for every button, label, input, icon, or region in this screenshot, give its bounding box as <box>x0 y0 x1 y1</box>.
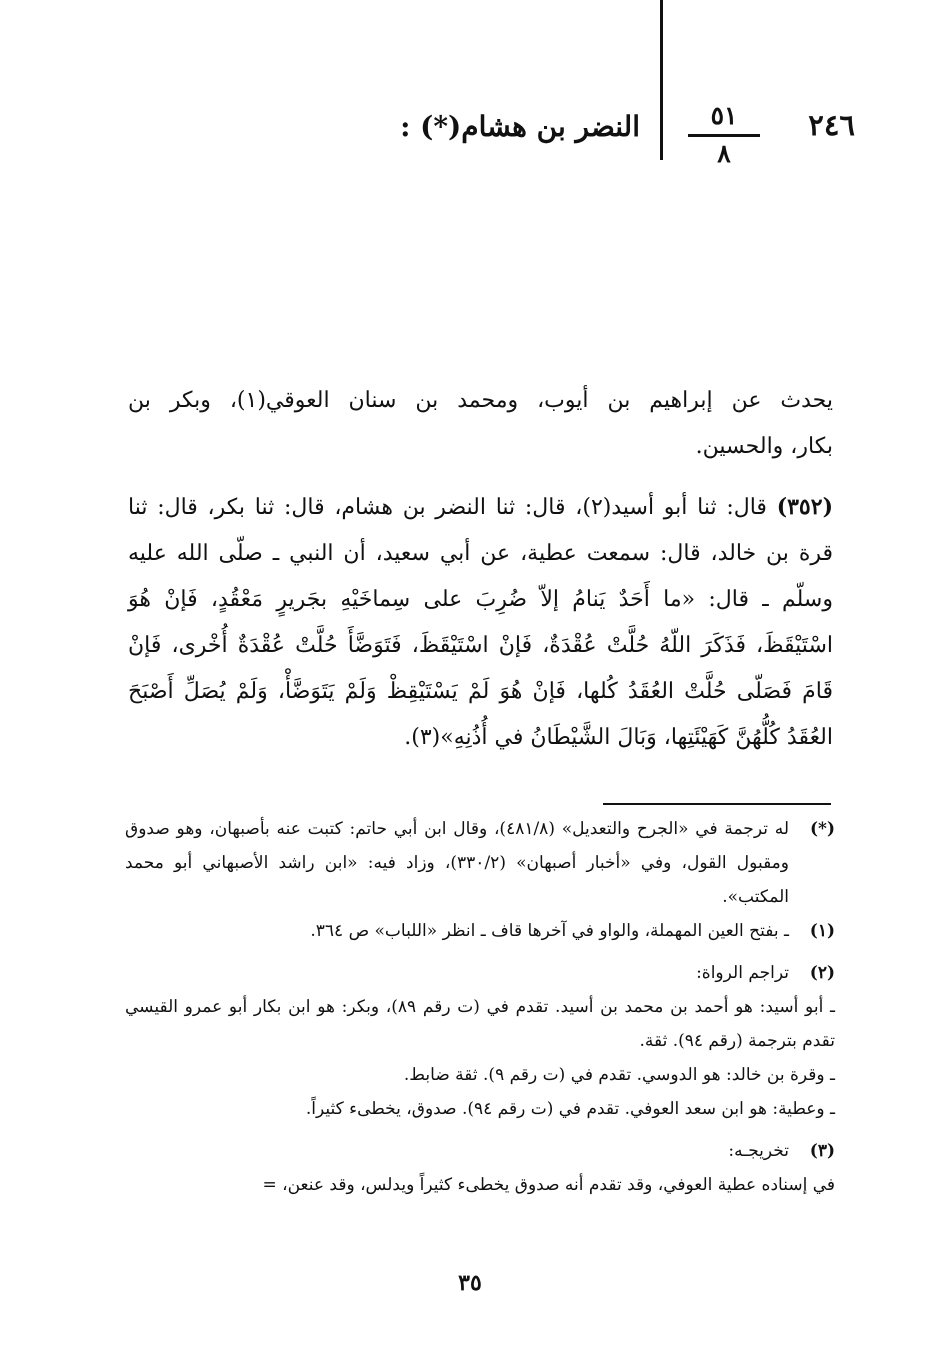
hadith-paragraph <box>128 484 833 761</box>
footnote-3-body: في إسناده عطية العوفي، وقد تقدم أنه صدوق يخطىء كثيراً ويدلس، وقد عنعن، = <box>262 1175 835 1195</box>
entry-number: ٢٤٦ <box>808 108 855 142</box>
header-vertical-rule <box>660 0 663 160</box>
fraction-bar <box>688 134 760 137</box>
footnote-heading: تخريجـه: <box>728 1141 789 1161</box>
footnote-marker: (٢) <box>809 963 835 983</box>
fraction-numerator: ٥١ <box>710 101 738 130</box>
footnote-2-lines <box>125 990 835 1126</box>
entry-title: النضر بن هشام(*) : <box>400 110 640 143</box>
fraction-denominator: ٨ <box>717 139 731 168</box>
footnotes <box>125 812 835 1202</box>
narrator-qurra: ـ وقرة بن خالد: هو الدوسي. تقدم في (ت رقم ٩). ثقة ضابط. <box>403 1065 835 1085</box>
footnote-3-lines <box>125 1168 835 1202</box>
intro-line-1: يحدث عن إبراهيم بن أيوب، ومحمد بن سنان العوقي(١)، وبكر بن <box>128 388 834 413</box>
footnote-marker: (٣) <box>809 1141 835 1161</box>
intro-line-2: بكار، والحسين. <box>695 434 833 459</box>
footnote-heading: تراجم الرواة: <box>696 963 789 983</box>
footnote-3 <box>125 1134 835 1168</box>
hadith-body <box>128 484 833 761</box>
footnote-marker: (١) <box>809 921 835 941</box>
footnote-text: ـ بفتح العين المهملة، والواو في آخرها قاف ـ انظر «اللباب» ص ٣٦٤. <box>310 921 789 941</box>
narrator-abu-usayd: ـ أبو أسيد: هو أحمد بن محمد بن أسيد. تقدم في (ت رقم ٨٩)، وبكر: هو ابن بكار أبو عمرو القيسي تقدم بترجمة (رقم ٩٤). ثقة. <box>125 997 835 1051</box>
footnote-1 <box>125 914 835 948</box>
footnote-2-body <box>125 990 835 1126</box>
footnote-separator <box>603 803 831 805</box>
hadith-number: (٣٥٢) <box>776 494 833 520</box>
page-number: ٣٥ <box>458 1270 482 1296</box>
footnote-marker: (*) <box>810 819 835 839</box>
entry-fraction <box>688 100 760 169</box>
footnote-star <box>125 812 835 914</box>
footnote-2 <box>125 956 835 990</box>
narrator-atiyya: ـ وعطية: هو ابن سعد العوفي. تقدم في (ت رقم ٩٤). صدوق، يخطىء كثيراً. <box>305 1099 835 1119</box>
hadith-text: قال: ثنا أبو أسيد(٢)، قال: ثنا النضر بن هشام، قال: ثنا بكر، قال: ثنا قرة بن خالد، قال: سمعت عطية، عن أبي سعيد، أن النبي ـ صلّى الله عليه وسلّم ـ قال: «ما أَحَدٌ يَنامُ إلاّ ضُرِبَ على سِماخَيْهِ بجَريرٍ مَعْقُدٍ، فَإنْ هُوَ اسْتَيْقَظَ، فَذَكَرَ اللّهُ حُلَّتْ عُقْدَةٌ، فَإنْ اسْتَيْقَظَ، فَتَوَضَّأَ حُلَّتْ عُقْدَةٌ أُخْرى، فَإنْ قَامَ فَصَلّى حُلَّتْ العُقَدُ كُلها، فَإنْ هُوَ لَمْ يَسْتَيْقِظْ وَلَمْ يَتَوَضَّأْ، وَلَمْ يُصَلِّ أَصْبَحَ العُقَدُ كُلُّهُنَّ كَهَيْئَتِها، وَبَالَ الشَّيْطَانُ في أُذُنِهِ»(٣). <box>128 495 833 750</box>
footnote-text: له ترجمة في «الجرح والتعديل» (٤٨١/٨)، وقال ابن أبي حاتم: كتبت عنه بأصبهان، وهو صدوق ومقبول القول، وفي «أخبار أصبهان» (٣٣٠/٢)، وزاد فيه: «ابن راشد الأصبهاني أبو محمد المكتب». <box>125 819 789 907</box>
intro-paragraph <box>128 378 833 470</box>
